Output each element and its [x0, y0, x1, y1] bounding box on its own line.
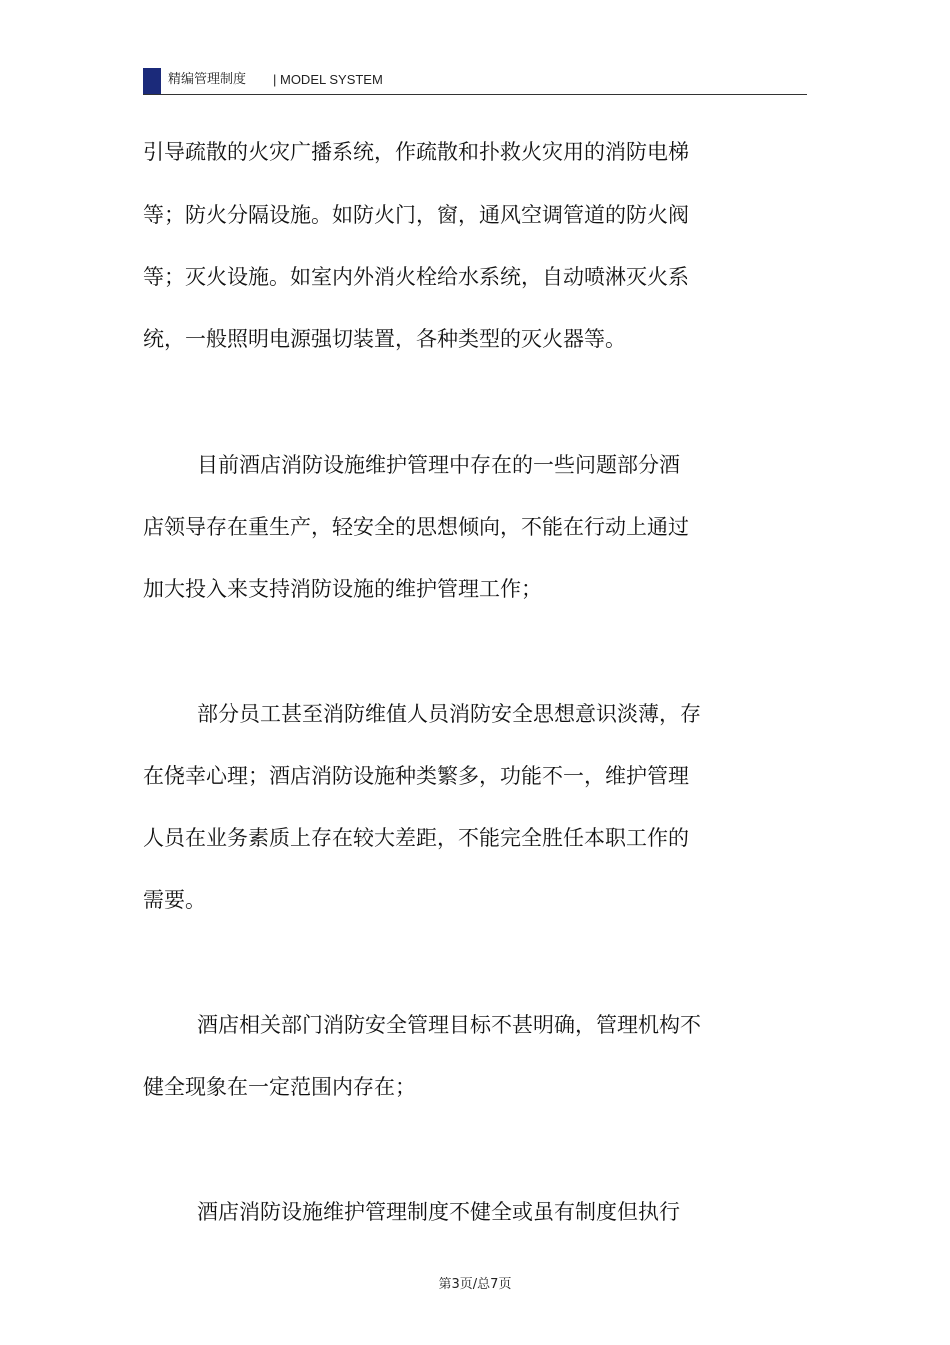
body-line: 酒店消防设施维护管理制度不健全或虽有制度但执行 — [197, 1200, 680, 1224]
body-line: 统，一般照明电源强切装置，各种类型的灭火器等。 — [143, 327, 626, 351]
body-line: 目前酒店消防设施维护管理中存在的一些问题部分酒 — [197, 453, 680, 477]
body-line: 店领导存在重生产，轻安全的思想倾向，不能在行动上通过 — [143, 515, 689, 539]
header-divider — [143, 94, 807, 95]
body-line: 需要。 — [143, 888, 206, 912]
body-line: 部分员工甚至消防维值人员消防安全思想意识淡薄，存 — [197, 702, 701, 726]
body-line: 健全现象在一定范围内存在； — [143, 1075, 416, 1099]
page-number: 第3页/总7页 — [438, 1277, 512, 1292]
body-line: 等；灭火设施。如室内外消火栓给水系统，自动喷淋灭火系 — [143, 265, 689, 289]
body-line: 等；防火分隔设施。如防火门，窗，通风空调管道的防火阀 — [143, 203, 689, 227]
body-line: 人员在业务素质上存在较大差距，不能完全胜任本职工作的 — [143, 826, 689, 850]
logo-icon — [143, 68, 161, 94]
header-title: 精编管理制度 — [168, 72, 247, 87]
body-line: 引导疏散的火灾广播系统，作疏散和扑救火灾用的消防电梯 — [143, 140, 689, 164]
page-header — [143, 66, 807, 94]
body-line: 在侥幸心理；酒店消防设施种类繁多，功能不一，维护管理 — [143, 764, 689, 788]
header-subtitle: | MODEL SYSTEM — [273, 72, 383, 87]
body-line: 酒店相关部门消防安全管理目标不甚明确，管理机构不 — [197, 1013, 701, 1037]
body-line: 加大投入来支持消防设施的维护管理工作； — [143, 577, 542, 601]
